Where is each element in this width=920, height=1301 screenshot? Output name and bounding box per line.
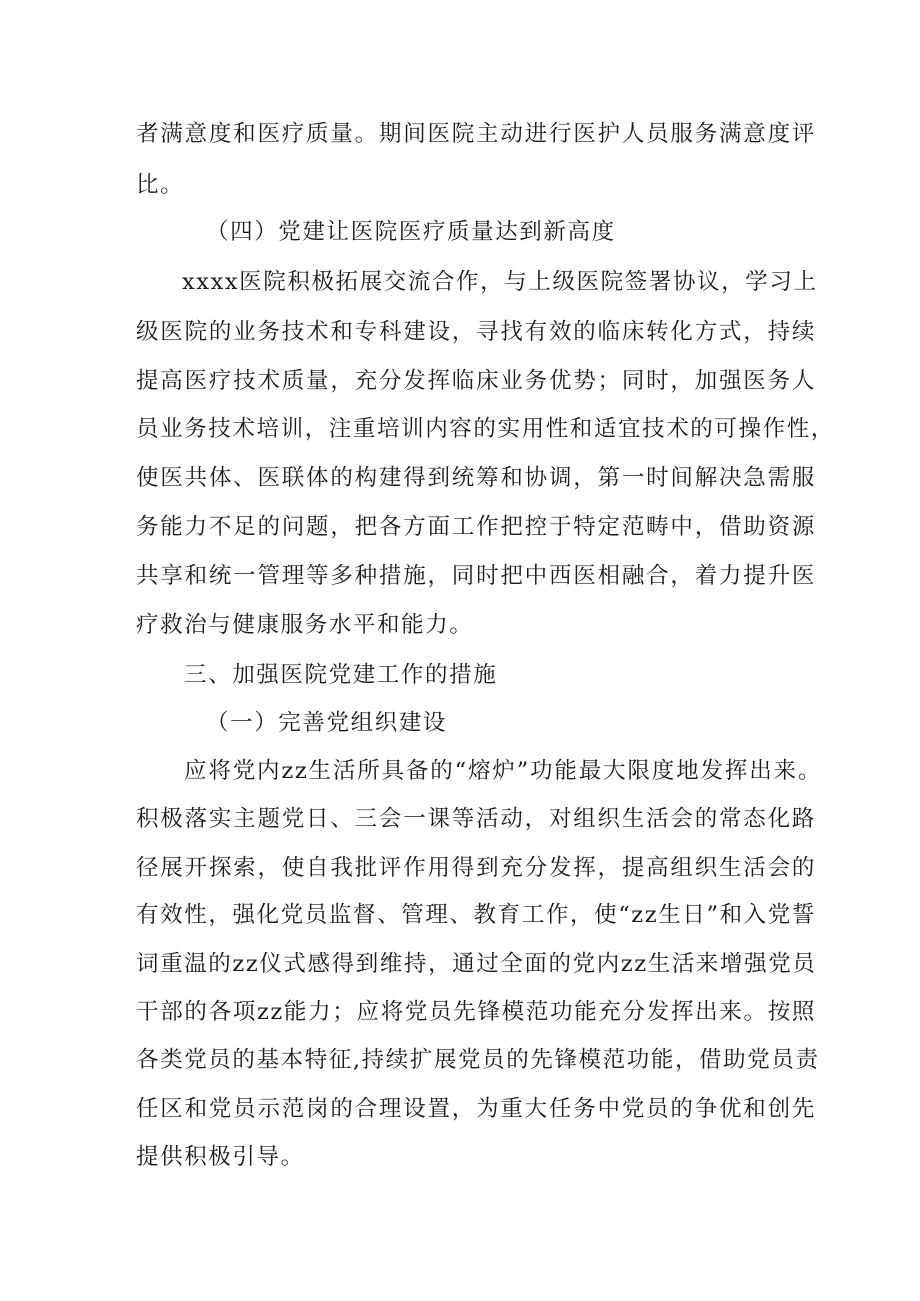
body-line-21: 任区和党员示范岗的合理设置，为重大任务中党员的争优和创先 (136, 1096, 816, 1122)
body-line-19: 干部的各项zz能力；应将党员先锋模范功能充分发挥出来。按照 (136, 999, 816, 1025)
body-line-16: 径展开探索，使自我批评作用得到充分发挥，提高组织生活会的 (136, 855, 816, 881)
body-line-6: 提高医疗技术质量，充分发挥临床业务优势；同时，加强医务人 (136, 368, 816, 394)
body-line-15: 积极落实主题党日、三会一课等活动，对组织生活会的常态化路 (136, 806, 816, 832)
body-line-8: 使医共体、医联体的构建得到统筹和协调，第一时间解决急需服 (136, 465, 816, 491)
body-line-1: 者满意度和医疗质量。期间医院主动进行医护人员服务满意度评 (136, 121, 816, 147)
body-line-18: 词重温的zz仪式感得到维持，通过全面的党内zz生活来增强党员 (136, 951, 817, 977)
body-line-5: 级医院的业务技术和专科建设，寻找有效的临床转化方式，持续 (136, 319, 816, 345)
body-line-2: 比。 (136, 172, 185, 198)
paragraph-first-line: 应将党内zz生活所具备的“熔炉”功能最大限度地发挥出来。 (184, 758, 822, 784)
section-heading-1: （一）完善党组织建设 (206, 710, 448, 736)
body-line-9: 务能力不足的问题，把各方面工作把控于特定范畴中，借助资源 (136, 514, 816, 540)
body-line-11: 疗救治与健康服务水平和能力。 (136, 612, 474, 638)
body-line-22: 提供积极引导。 (136, 1144, 305, 1170)
body-line-10: 共享和统一管理等多种措施，同时把中西医相融合，着力提升医 (136, 563, 816, 589)
section-heading-4: （四）党建让医院医疗质量达到新高度 (206, 219, 616, 245)
body-line-20: 各类党员的基本特征,持续扩展党员的先锋模范功能，借助党员责 (136, 1047, 820, 1073)
chapter-heading-3: 三、加强医院党建工作的措施 (184, 662, 498, 688)
body-line-17: 有效性，强化党员监督、管理、教育工作，使“zz生日”和入党誓 (136, 902, 816, 928)
paragraph-first-line: xxxx医院积极拓展交流合作，与上级医院签署协议，学习上 (182, 269, 818, 295)
body-line-7: 员业务技术培训，注重培训内容的实用性和适宜技术的可操作性， (136, 416, 835, 442)
